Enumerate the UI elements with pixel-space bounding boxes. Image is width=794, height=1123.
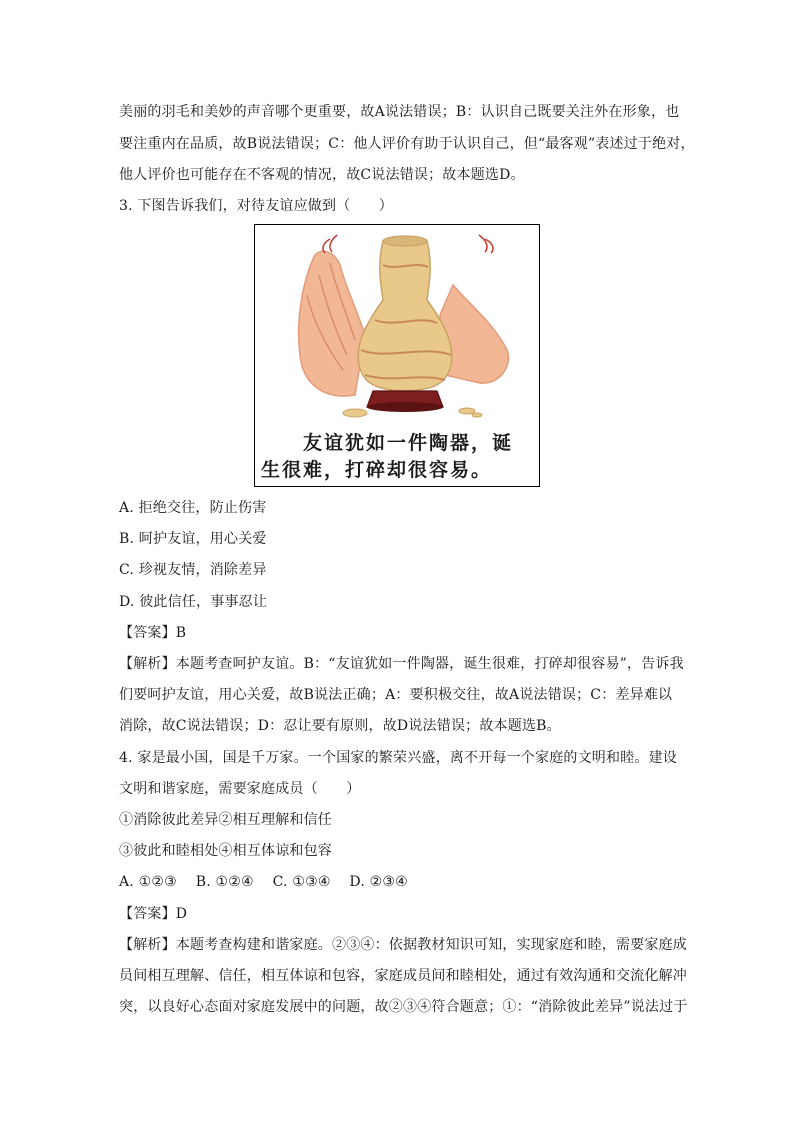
analysis-line: 【解析】本题考查构建和谐家庭。②③④：依据教材知识可知，实现家庭和睦，需要家庭成 bbox=[119, 937, 687, 953]
analysis-line: 员间相互理解、信任，相互体谅和包容，家庭成员间和睦相处，通过有效沟通和交流化解冲 bbox=[119, 968, 687, 984]
figure-caption-line-2: 生很难，打碎却很容易。 bbox=[261, 459, 493, 481]
option-b: B. 呵护友谊，用心关爱 bbox=[119, 531, 267, 547]
option-a: A. 拒绝交往，防止伤害 bbox=[119, 500, 267, 516]
question-4-choices: A. ①②③ B. ①②④ C. ①③④ D. ②③④ bbox=[119, 874, 408, 890]
question-3-stem: 3. 下图告诉我们，对待友谊应做到（ ） bbox=[119, 198, 394, 214]
paragraph-line: 要注重内在品质，故B说法错误；C：他人评价有助于认识自己，但“最客观”表述过于绝对， bbox=[119, 136, 695, 152]
analysis-line: 消除，故C说法错误；D：忍让要有原则，故D说法错误；故本题选B。 bbox=[119, 718, 561, 734]
question-4-stem: 文明和谐家庭，需要家庭成员（ ） bbox=[119, 781, 361, 797]
question-4-stem: 4. 家是最小国，国是千万家。一个国家的繁荣兴盛，离不开每一个家庭的文明和睦。建设 bbox=[119, 750, 678, 766]
question-4-item: ①消除彼此差异②相互理解和信任 bbox=[119, 812, 332, 828]
answer-label: 【答案】D bbox=[119, 906, 188, 922]
paragraph-line: 美丽的羽毛和美妙的声音哪个更重要，故A说法错误；B：认识自己既要关注外在形象，也 bbox=[119, 104, 680, 120]
analysis-line: 突，以良好心态面对家庭发展中的问题，故②③④符合题意；①：“消除彼此差异”说法过于 bbox=[119, 999, 688, 1015]
paragraph-line: 他人评价也可能存在不客观的情况，故C说法错误；故本题选D。 bbox=[119, 167, 525, 183]
option-c: C. 珍视友情，消除差异 bbox=[119, 562, 267, 578]
figure-caption-line-1: 友谊犹如一件陶器，诞 bbox=[303, 432, 514, 454]
question-4-item: ③彼此和睦相处④相互体谅和包容 bbox=[119, 843, 332, 859]
option-d: D. 彼此信任，事事忍让 bbox=[119, 594, 268, 610]
pottery-illustration bbox=[254, 224, 540, 487]
analysis-line: 们要呵护友谊，用心关爱，故B说法正确；A：要积极交往，故A说法错误；C：差异难以 bbox=[119, 687, 673, 703]
analysis-line: 【解析】本题考查呵护友谊。B：“友谊犹如一件陶器，诞生很难，打碎却很容易”，告诉我 bbox=[119, 656, 684, 672]
answer-label: 【答案】B bbox=[119, 625, 187, 641]
